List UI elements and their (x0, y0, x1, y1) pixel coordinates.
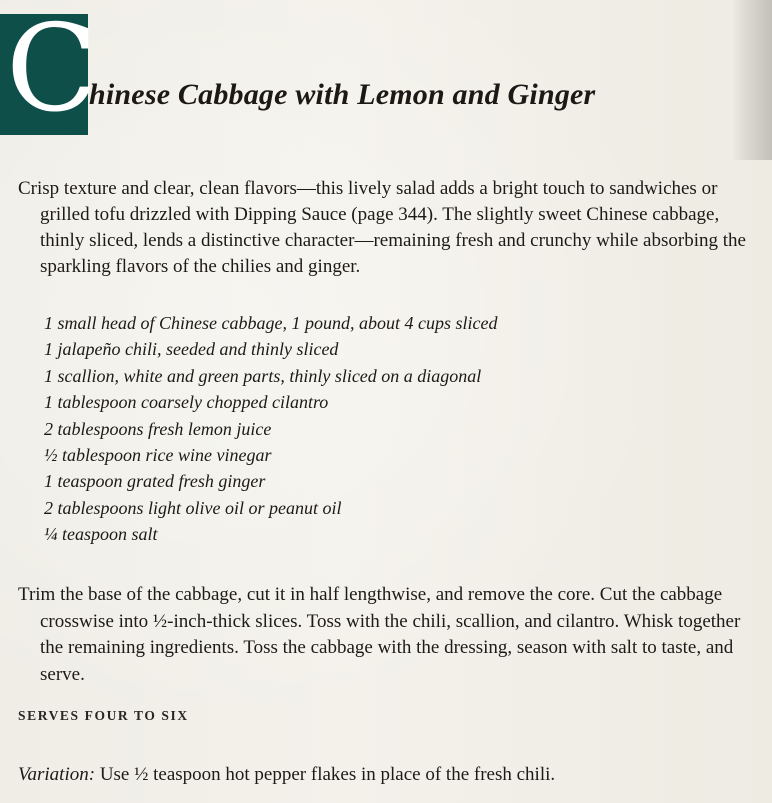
drop-cap-block (0, 0, 98, 139)
ingredient-item: 1 jalapeño chili, seeded and thinly sliced (44, 339, 339, 360)
introduction-paragraph: Crisp texture and clear, clean flavors—this lively salad adds a bright touch to sandwiches or grilled tofu drizzled with Dipping Sauce (page 344). The slightly sweet Chinese cabbage, thinly sliced, lends a distinctive character—remaining fresh and crunchy while absorbing the sparkling flavors of the chilies and ginger. (18, 178, 746, 277)
ingredient-item: 1 small head of Chinese cabbage, 1 pound, about 4 cups sliced (44, 313, 498, 333)
page-edge-shadow (732, 0, 772, 160)
serving-size: SERVES FOUR TO SIX (18, 708, 189, 723)
recipe-introduction (18, 176, 766, 280)
method-paragraph: Trim the base of the cabbage, cut it in half lengthwise, and remove the core. Cut the cabbage crosswise into ½-inch-thick slices. Toss with the chili, scallion, and cilantro. Whisk together the remaining ingredients. Toss the cabbage with the dressing, season with salt to taste, and serve. (18, 584, 741, 685)
ingredient-item: 2 tablespoons light olive oil or peanut oil (44, 497, 342, 518)
ingredient-item: 1 teaspoon grated fresh ginger (44, 471, 266, 492)
ingredient-item: ½ tablespoon rice wine vinegar (44, 445, 272, 466)
drop-cap-letter: C (6, 0, 98, 139)
ingredient-item: 1 scallion, white and green parts, thinly sliced on a diagonal (44, 365, 482, 386)
ingredient-item: 2 tablespoons fresh lemon juice (44, 418, 272, 439)
variation-label: Variation: (18, 764, 96, 785)
ingredients-list (44, 310, 604, 548)
variation-text: Use ½ teaspoon hot pepper flakes in place of the fresh chili. (95, 764, 556, 785)
recipe-title: hinese Cabbage with Lemon and Ginger (89, 78, 596, 111)
ingredient-item: ¼ teaspoon salt (44, 524, 158, 545)
ingredient-item: 1 tablespoon coarsely chopped cilantro (44, 392, 329, 413)
recipe-variation (18, 764, 555, 786)
recipe-method (18, 582, 766, 688)
